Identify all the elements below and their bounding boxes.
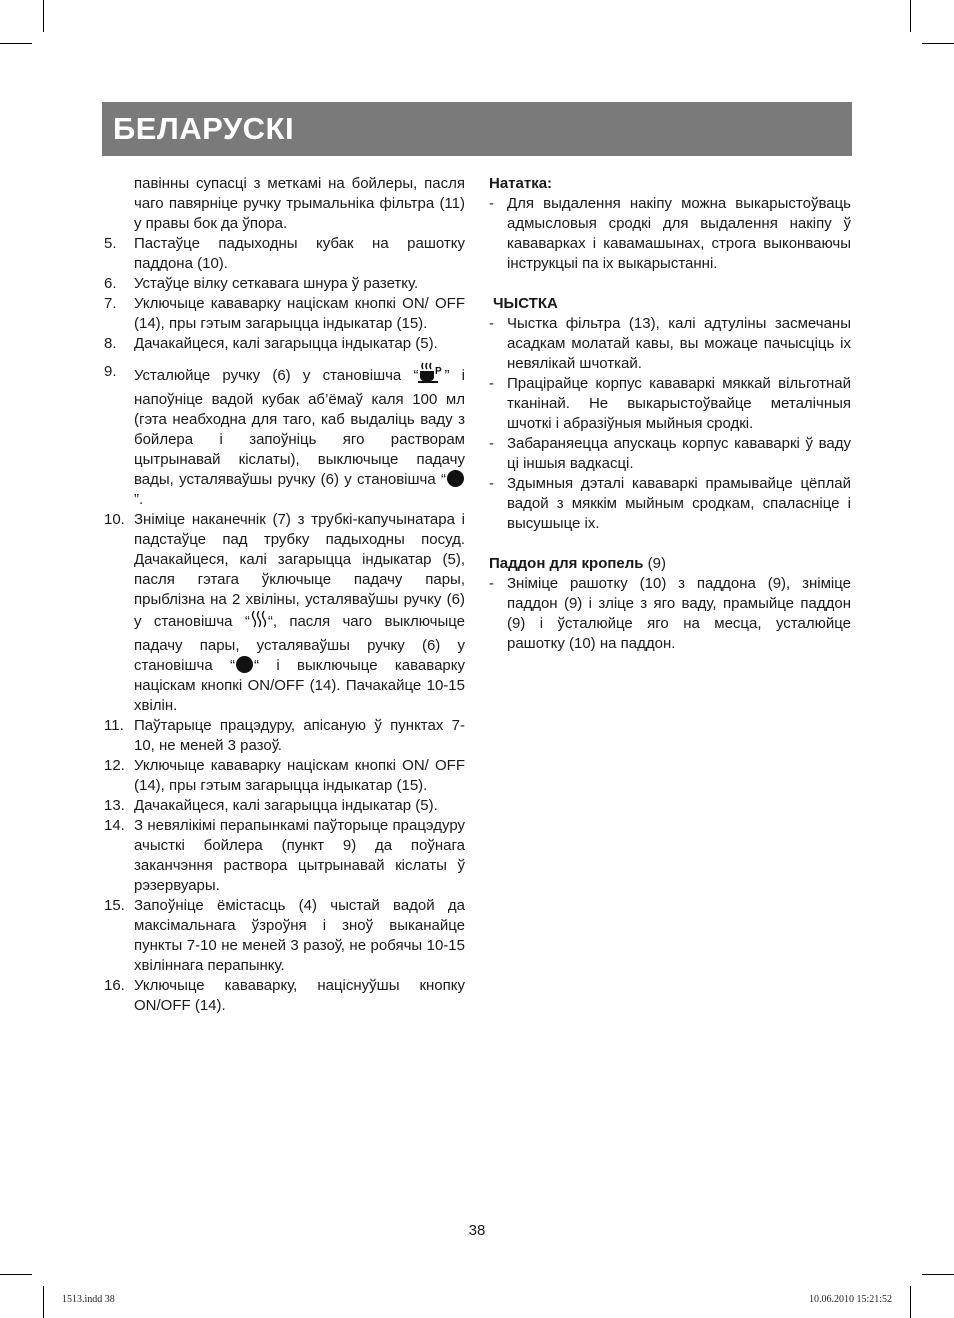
list-item: 12. Уключыце кававарку націскам кнопкі ON/ OFF (14), пры гэтым загарыцца індыкатар (15). — [104, 757, 465, 794]
crop-mark — [910, 1286, 911, 1318]
list-item: - Зніміце рашотку (10) з паддона (9), зніміце паддон (9) і зліце з яго ваду, прамыйце паддон (9) і ўсталюйце яго на месца, усталюйце рашотку (10) на паддон. — [489, 575, 851, 652]
page-title: БЕЛАРУСКІ — [113, 111, 295, 146]
coffee-cup-steam-icon — [418, 362, 444, 390]
list-item: 6. Устаўце вілку сеткавага шнура ў разетку. — [104, 275, 419, 292]
filled-circle-icon — [236, 656, 253, 673]
list-item: - Для выдалення накіпу можна выкарыстоўваць адмысловыя сродкі для выдалення накіпу ў кававарках і кавамашынах, строга выконваючы інструкцыі па іх выкарыстанні. — [489, 195, 851, 272]
right-column — [489, 174, 851, 654]
file-slug: 1513.indd 38 — [62, 1294, 115, 1305]
intro-paragraph: павінны супасці з меткамі на бойлеры, пасля чаго павярніце ручку трымальніка фільтра (11) у правы бок да ўпора. — [134, 175, 465, 232]
list-item: 5. Пастаўце падыходны кубак на рашотку паддона (10). — [104, 235, 465, 272]
timestamp-slug: 10.06.2010 15:21:52 — [808, 1294, 892, 1305]
crop-mark — [43, 1286, 44, 1318]
list-item: 9. Усталюйце ручку (6) у становішча “ P ” і напоўніце вадой кубак аб’ёмаў каля 100 мл (гэта неабходна для таго, каб выдаліць ваду з бойлера і запоўніць яго растворам цытрынавай кіслаты), выключыце падачу вады, усталяваўшы ручку (6) у становішча “”. — [104, 363, 466, 508]
steps-list — [104, 234, 465, 1016]
list-item: - Забараняецца апускаць корпус кававаркі ў ваду ці іншыя вадкасці. — [489, 435, 851, 472]
page-number: 38 — [468, 1222, 486, 1239]
list-item: 15. Запоўніце ёмістасць (4) чыстай вадой да максімальнага ўзроўня і зноў выканайце пункты 7-10 не меней 3 разоў, не робячы 10-15 хвіліннага перапынку. — [104, 897, 465, 974]
cleaning-list — [489, 314, 851, 534]
crop-mark — [910, 0, 911, 32]
list-item: 7. Уключыце кававарку націскам кнопкі ON/ OFF (14), пры гэтым загарыцца індыкатар (15). — [104, 295, 465, 332]
list-item: 11. Паўтарыце працэдуру, апісаную ў пунктах 7-10, не меней 3 разоў. — [104, 717, 465, 754]
list-item: 13. Дачакайцеся, калі загарыцца індыкатар (5). — [104, 797, 438, 814]
list-item: - Чыстка фільтра (13), калі адтуліны засмечаны асадкам молатай кавы, вы можаце пачысціць іх невялікай шчоткай. — [489, 315, 851, 372]
note-list — [489, 194, 851, 274]
language-header-band — [102, 102, 852, 156]
steam-icon — [250, 610, 268, 636]
cleaning-heading: ЧЫСТКА — [493, 295, 558, 312]
list-item: 14. З невялікімі перапынкамі паўторыце працэдуру ачысткі бойлера (пункт 9) да поўнага заканчэння раствора цытрынавай кіслаты ў рэзервуары. — [104, 817, 465, 894]
svg-text:P: P — [435, 366, 443, 377]
drip-tray-list — [489, 574, 851, 654]
crop-mark — [922, 43, 954, 44]
filled-circle-icon — [447, 470, 464, 487]
note-heading: Нататка: — [489, 175, 553, 192]
list-item: 8. Дачакайцеся, калі загарыцца індыкатар (5). — [104, 335, 438, 352]
crop-mark — [43, 0, 44, 32]
crop-mark — [922, 1274, 954, 1275]
crop-mark — [0, 43, 32, 44]
crop-mark — [0, 1274, 32, 1275]
list-item: 16. Уключыце кававарку, націснуўшы кнопку ON/OFF (14). — [104, 977, 465, 1014]
list-item: 10. Зніміце наканечнік (7) з трубкі-капучынатара і падстаўце пад трубку падыходны посуд. Дачакайцеся, калі загарыцца індыкатар (5), пасля гэтага ўключыце падачу пары, прыблізна на 2 хвіліны, усталяваўшы ручку (6) у становішча “ “, пасля чаго выключыце падачу пары, усталяваўшы ручку (6) у становішча “ “ і выключыце кававарку націскам кнопкі ON/OFF (14). Пачакайце 10-15 хвілін. — [104, 511, 465, 714]
list-item: - Здымныя дэталі кававаркі прамывайце цёплай вадой з мяккім мыйным сродкам, спаласніце і высушыце іх. — [489, 475, 851, 532]
list-item: - Працірайце корпус кававаркі мяккай вільготнай тканінай. Не выкарыстоўвайце металічныя шчоткі і абразіўныя мыйныя сродкі. — [489, 375, 851, 432]
drip-tray-heading: Паддон для кропель (9) — [489, 555, 667, 572]
left-column — [104, 174, 465, 1016]
